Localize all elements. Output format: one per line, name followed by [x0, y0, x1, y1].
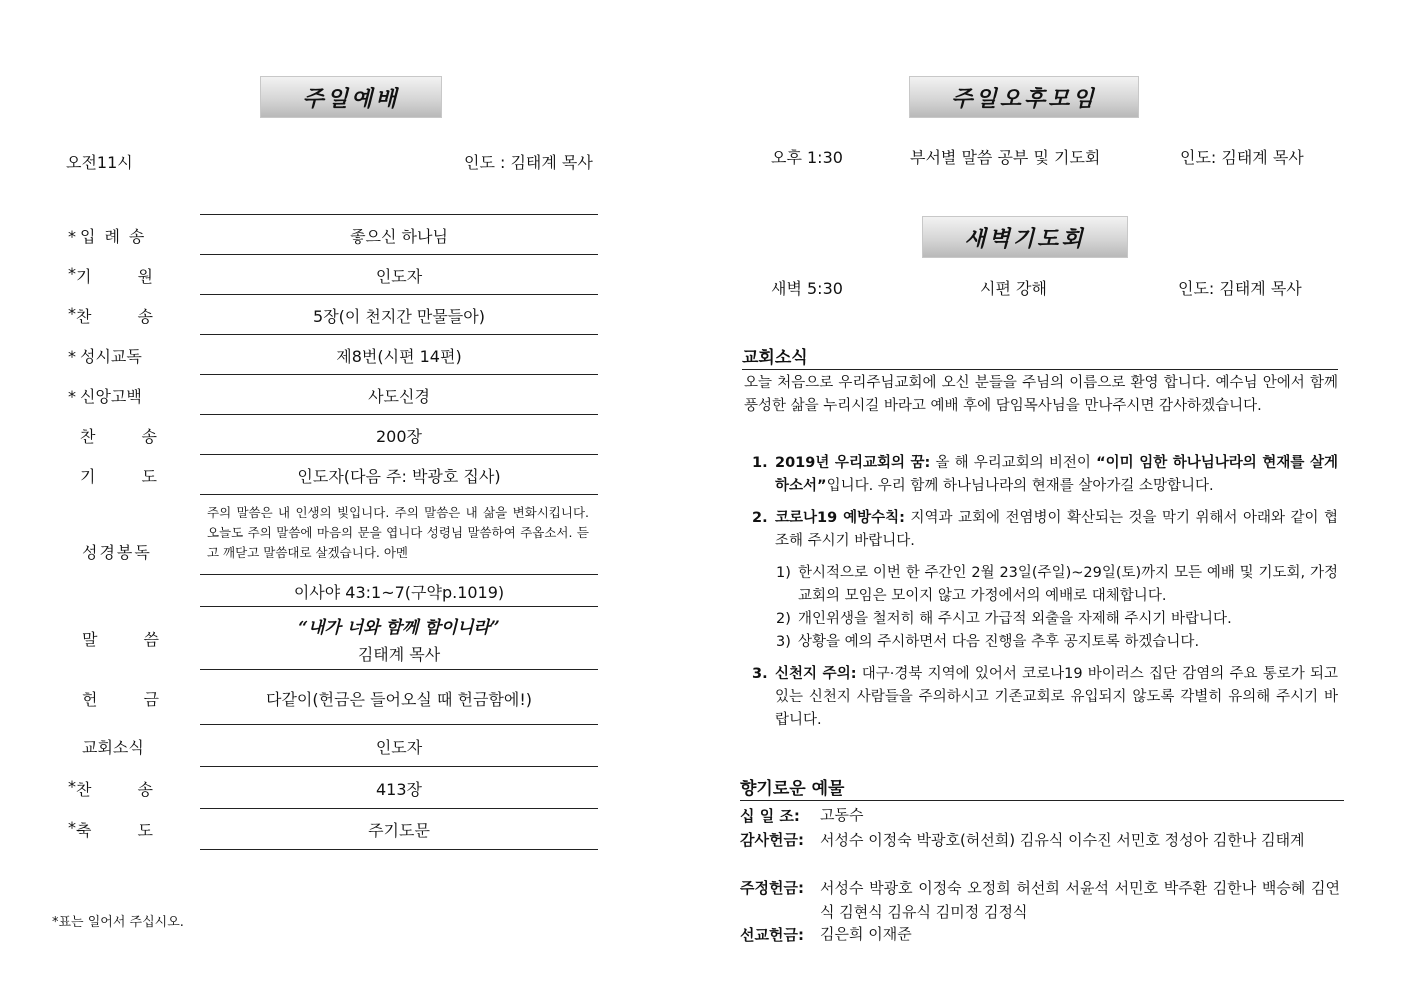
order-label-sermon: 말씀	[82, 630, 205, 649]
standing-footnote: *표는 일어서 주십시오.	[52, 915, 184, 930]
mission-names: 김은희 이재준	[820, 925, 912, 943]
scripture-passage: 이사야 43:1~7(구약p.1019)	[293, 583, 505, 602]
order-value-hymn3: 413장	[376, 780, 422, 799]
order-value-creed: 사도신경	[368, 387, 430, 406]
order-value-hymn2: 200장	[376, 427, 422, 446]
order-value-opening: 좋으신 하나님	[350, 227, 448, 246]
tithe-names: 고동수	[820, 806, 864, 824]
tithe-label: 십 일 조:	[740, 807, 800, 825]
divider	[200, 254, 598, 255]
divider	[200, 494, 598, 495]
divider	[200, 808, 598, 809]
afternoon-leader: 인도: 김태계 목사	[1180, 148, 1304, 167]
divider	[200, 414, 598, 415]
order-label-creed: * 신앙고백	[68, 387, 142, 406]
thanks-names: 서성수 이정숙 박광호(허선희) 김유식 이수진 서민호 정성아 김한나 김태계	[820, 831, 1305, 849]
news-sub3: 상황을 예의 주시하면서 다음 진행을 추후 공지토록 하겠습니다.	[798, 634, 1200, 650]
order-label-benediction: * 축도	[68, 818, 199, 840]
order-label-hymn2: 찬송	[80, 427, 203, 446]
news-sub3-num: 3)	[776, 634, 791, 650]
order-label-opening: * 입례송	[68, 227, 154, 246]
news-item3-num: 3.	[752, 666, 768, 682]
order-label-responsive: * 성시교독	[68, 347, 142, 366]
divider	[200, 454, 598, 455]
dawn-time: 새벽 5:30	[771, 279, 843, 298]
news-sub2-num: 2)	[776, 611, 791, 627]
order-label-offering: 헌금	[82, 690, 205, 709]
dawn-title: 새벽기도회	[922, 216, 1128, 258]
dawn-leader: 인도: 김태계 목사	[1178, 279, 1302, 298]
order-value-invocation: 인도자	[375, 267, 423, 286]
news-sub2: 개인위생을 철저히 해 주시고 가급적 외출을 자제해 주시기 바랍니다.	[798, 611, 1232, 627]
order-value-offering: 다같이(헌금은 들어오실 때 헌금함에!)	[266, 690, 532, 709]
order-value-hymn1: 5장(이 천지간 만물들아)	[313, 307, 485, 326]
news-item3: 신천지 주의: 대구·경북 지역에 있어서 코로나19 바이러스 집단 감염의 주요 통로가 되고 있는 신천지 사람들을 주의하시고 기존교회로 유입되지 않도록 각별히 유의해 주시기 바랍니다.	[775, 666, 1338, 728]
order-value-benediction: 주기도문	[368, 821, 430, 840]
news-item2: 코로나19 예방수칙: 지역과 교회에 전염병이 확산되는 것을 막기 위해서 아래와 같이 협조해 주시기 바랍니다.	[775, 510, 1338, 549]
divider	[200, 374, 598, 375]
order-label-prayer: 기도	[80, 467, 203, 486]
divider	[200, 766, 598, 767]
news-heading: 교회소식	[742, 343, 1338, 370]
weekly-names: 서성수 박광호 이정숙 오정희 허선희 서윤석 서민호 박주환 김한나 백승혜 김연식 김현식 김유식 김미정 김정식	[820, 879, 1340, 921]
thanks-label: 감사헌금:	[740, 831, 804, 849]
news-sub1: 한시적으로 이번 한 주간인 2월 23일(주일)~29일(토)까지 모든 예배 및 기도회, 가정교회의 모임은 모이지 않고 가정에서의 예배로 대체합니다.	[798, 565, 1338, 604]
dawn-desc: 시편 강해	[980, 279, 1047, 298]
afternoon-title: 주일오후모임	[909, 76, 1139, 118]
order-label-hymn1: * 찬송	[68, 304, 199, 326]
offering-heading: 향기로운 예물	[740, 774, 1344, 801]
order-value-prayer: 인도자(다음 주: 박광호 집사)	[297, 467, 501, 486]
divider	[200, 574, 598, 575]
order-label-scripture: 성경봉독	[82, 543, 152, 562]
order-value-news: 인도자	[375, 738, 423, 757]
order-label-invocation: * 기원	[68, 264, 199, 286]
divider	[200, 334, 598, 335]
mission-label: 선교헌금:	[740, 926, 804, 944]
order-value-responsive: 제8번(시편 14편)	[336, 347, 462, 366]
sermon-title: “내가 너와 함께 함이니라”	[298, 618, 500, 638]
divider	[200, 724, 598, 725]
divider	[200, 849, 598, 850]
order-label-news: 교회소식	[82, 738, 144, 757]
divider	[200, 669, 598, 670]
afternoon-desc: 부서별 말씀 공부 및 기도회	[910, 148, 1101, 167]
news-item1-num: 1.	[752, 455, 768, 471]
divider	[200, 606, 598, 607]
scripture-prayer-text: 주의 말씀은 내 인생의 빛입니다. 주의 말씀은 내 삶을 변화시킵니다. 오늘도 주의 말씀에 마음의 문을 엽니다 성령님 말씀하여 주옵소서. 듣고 깨닫고 말씀대로 살겠습니다. 아멘	[207, 505, 589, 560]
order-label-hymn3: * 찬송	[68, 777, 199, 799]
news-item2-num: 2.	[752, 510, 768, 526]
worship-title: 주일예배	[260, 76, 442, 118]
worship-leader: 인도 : 김태계 목사	[464, 153, 593, 172]
worship-time: 오전11시	[66, 153, 133, 172]
afternoon-time: 오후 1:30	[771, 148, 843, 167]
weekly-label: 주정헌금:	[740, 879, 804, 897]
sermon-preacher: 김태계 목사	[357, 645, 441, 664]
news-item1: 2019년 우리교회의 꿈: 올 해 우리교회의 비전이 “이미 임한 하나님나라의 현재를 살게 하소서”입니다. 우리 함께 하나님나라의 현재를 살아가길 소망합니다.	[775, 455, 1338, 494]
divider	[200, 294, 598, 295]
news-sub1-num: 1)	[776, 565, 791, 581]
divider	[200, 214, 598, 215]
news-intro: 오늘 처음으로 우리주님교회에 오신 분들을 주님의 이름으로 환영 합니다. 예수님 안에서 함께 풍성한 삶을 누리시길 바라고 예배 후에 담임목사님을 만나주시면 감사하겠습니다.	[744, 375, 1338, 414]
